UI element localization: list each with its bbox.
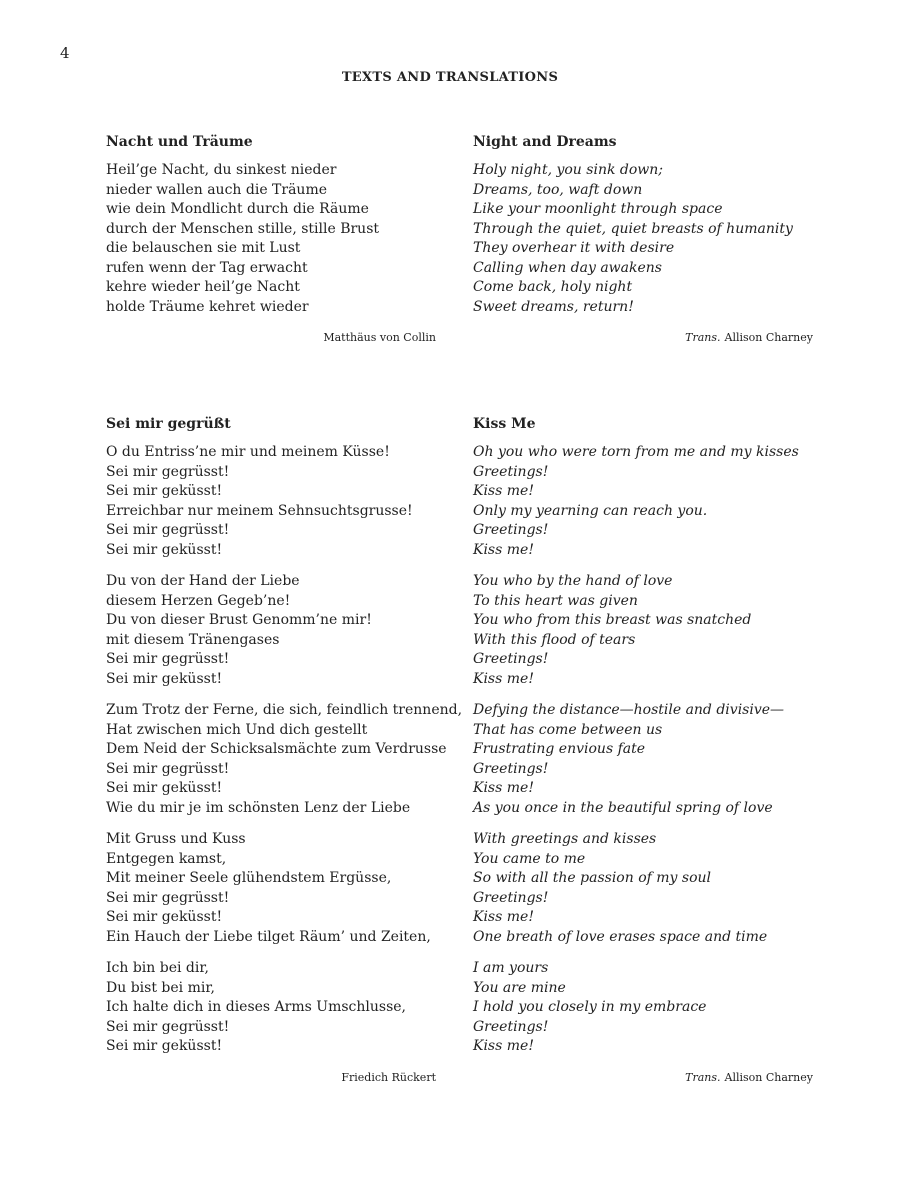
- verse-line: Sei mir geküsst!: [106, 1038, 223, 1054]
- poem-credit: [473, 1069, 813, 1087]
- stanza: [106, 830, 436, 947]
- stanza: [106, 443, 436, 560]
- stanza: [473, 701, 813, 818]
- verse-line: Come back, holy night: [473, 279, 633, 295]
- stanza: [106, 701, 463, 818]
- poem-title: Nacht und Träume: [106, 134, 253, 150]
- stanza: [473, 443, 813, 560]
- verse-line: Kiss me!: [473, 541, 534, 558]
- poem-credit: [106, 1069, 436, 1087]
- verse-line: Wie du mir je im schönsten Lenz der Liebe: [106, 799, 411, 816]
- verse-line: Kiss me!: [473, 780, 534, 796]
- verse-line: Du bist bei mir,: [106, 979, 215, 996]
- verse-line: I hold you closely in my embrace: [473, 999, 707, 1015]
- page-number: 4: [60, 44, 70, 62]
- poem-title: Sei mir gegrüßt: [106, 416, 231, 432]
- verse-line: Calling when day awakens: [473, 259, 662, 276]
- poem-credit: [473, 329, 813, 347]
- verse-line: diesem Herzen Gegeb’ne!: [106, 592, 291, 609]
- verse-line: One breath of love erases space and time: [473, 928, 768, 945]
- verse-line: Sei mir geküsst!: [106, 541, 223, 558]
- verse-line: Ein Hauch der Liebe tilget Räum’ und Zeiten,: [106, 928, 431, 945]
- verse-line: Sei mir geküsst!: [106, 483, 223, 499]
- stanza: [473, 830, 813, 947]
- verse-line: mit diesem Tränengases: [106, 631, 280, 648]
- verse-line: Sweet dreams, return!: [473, 298, 634, 315]
- verse-line: Sei mir gegrüsst!: [106, 522, 230, 538]
- verse-line: As you once in the beautiful spring of love: [473, 799, 773, 816]
- stanza: [106, 959, 436, 1057]
- stanza: [473, 161, 813, 317]
- verse-line: You are mine: [473, 979, 566, 996]
- poem-title: Kiss Me: [473, 416, 536, 432]
- verse-line: Dem Neid der Schicksalsmächte zum Verdrusse: [106, 741, 447, 757]
- verse-line: Kiss me!: [473, 670, 534, 687]
- credit-prefix: Trans.: [685, 1070, 721, 1084]
- verse-line: Hat zwischen mich Und dich gestellt: [106, 721, 368, 738]
- credit-prefix: Trans.: [685, 331, 721, 344]
- verse-line: Sei mir gegrüsst!: [106, 463, 230, 480]
- verse-line: O du Entriss’ne mir und meinem Küsse!: [106, 444, 390, 460]
- verse-line: Du von dieser Brust Genomm’ne mir!: [106, 612, 372, 628]
- verse-line: They overhear it with desire: [473, 240, 675, 256]
- verse-line: That has come between us: [473, 721, 663, 738]
- poem-translation-kiss-me: [473, 412, 813, 1087]
- verse-line: Oh you who were torn from me and my kisses: [473, 444, 799, 460]
- verse-line: Sei mir gegrüsst!: [106, 651, 230, 667]
- poem-credit: [106, 329, 436, 347]
- credit-name: Allison Charney: [724, 331, 813, 344]
- verse-line: Dreams, too, waft down: [473, 181, 643, 198]
- verse-line: Only my yearning can reach you.: [473, 502, 708, 519]
- verse-line: Du von der Hand der Liebe: [106, 573, 300, 589]
- verse-line: Zum Trotz der Ferne, die sich, feindlich trennend,: [106, 702, 463, 718]
- verse-line: nieder wallen auch die Träume: [106, 181, 328, 198]
- stanza: [106, 161, 436, 317]
- page-title: TEXTS AND TRANSLATIONS: [341, 70, 559, 85]
- poem-title: Night and Dreams: [473, 134, 617, 150]
- verse-line: Ich bin bei dir,: [106, 960, 209, 976]
- verse-line: Sei mir geküsst!: [106, 780, 223, 796]
- stanza: [473, 572, 813, 689]
- credit-name: Matthäus von Collin: [323, 331, 436, 344]
- verse-line: Kiss me!: [473, 909, 534, 925]
- credit-name: Friedich Rückert: [341, 1070, 436, 1084]
- verse-line: I am yours: [473, 960, 549, 976]
- verse-line: Sei mir gegrüsst!: [106, 1018, 230, 1035]
- verse-line: You came to me: [473, 850, 586, 867]
- verse-line: rufen wenn der Tag erwacht: [106, 259, 308, 276]
- verse-line: You who from this breast was snatched: [473, 612, 752, 628]
- verse-line: durch der Menschen stille, stille Brust: [106, 220, 380, 237]
- verse-line: With this flood of tears: [473, 631, 636, 648]
- verse-line: Greetings!: [473, 651, 549, 667]
- verse-line: kehre wieder heil’ge Nacht: [106, 279, 300, 295]
- stanza: [473, 959, 813, 1057]
- verse-line: Like your moonlight through space: [473, 201, 723, 217]
- verse-line: Mit Gruss und Kuss: [106, 831, 246, 847]
- verse-line: Erreichbar nur meinem Sehnsuchtsgrusse!: [106, 502, 413, 519]
- verse-line: Greetings!: [473, 522, 549, 538]
- poem-original-sei-mir-gegruesst: [106, 412, 463, 1087]
- verse-line: So with all the passion of my soul: [473, 870, 712, 886]
- verse-line: Holy night, you sink down;: [473, 162, 663, 178]
- poem-translation-night-and-dreams: [473, 130, 813, 347]
- verse-line: Mit meiner Seele glühendstem Ergüsse,: [106, 870, 392, 886]
- verse-line: Defying the distance—hostile and divisive—: [473, 702, 785, 718]
- verse-line: Sei mir gegrüsst!: [106, 760, 230, 777]
- verse-line: holde Träume kehret wieder: [106, 298, 309, 315]
- stanza: [106, 572, 436, 689]
- verse-line: die belauschen sie mit Lust: [106, 240, 301, 256]
- verse-line: Greetings!: [473, 760, 549, 777]
- verse-line: Kiss me!: [473, 1038, 534, 1054]
- verse-line: Greetings!: [473, 889, 549, 906]
- credit-name: Allison Charney: [724, 1070, 813, 1084]
- verse-line: Kiss me!: [473, 483, 534, 499]
- verse-line: Greetings!: [473, 1018, 549, 1035]
- verse-line: Frustrating envious fate: [473, 741, 646, 757]
- verse-line: Sei mir gegrüsst!: [106, 889, 230, 906]
- verse-line: You who by the hand of love: [473, 573, 673, 589]
- verse-line: wie dein Mondlicht durch die Räume: [106, 201, 369, 217]
- verse-line: Greetings!: [473, 463, 549, 480]
- verse-line: With greetings and kisses: [473, 831, 657, 847]
- verse-line: Through the quiet, quiet breasts of humanity: [473, 220, 793, 237]
- verse-line: Heil’ge Nacht, du sinkest nieder: [106, 162, 337, 178]
- verse-line: Sei mir geküsst!: [106, 909, 223, 925]
- verse-line: Entgegen kamst,: [106, 850, 227, 867]
- poem-original-nacht-und-traeume: [106, 130, 436, 347]
- verse-line: Sei mir geküsst!: [106, 670, 223, 687]
- verse-line: Ich halte dich in dieses Arms Umschlusse,: [106, 999, 406, 1015]
- verse-line: To this heart was given: [473, 592, 638, 609]
